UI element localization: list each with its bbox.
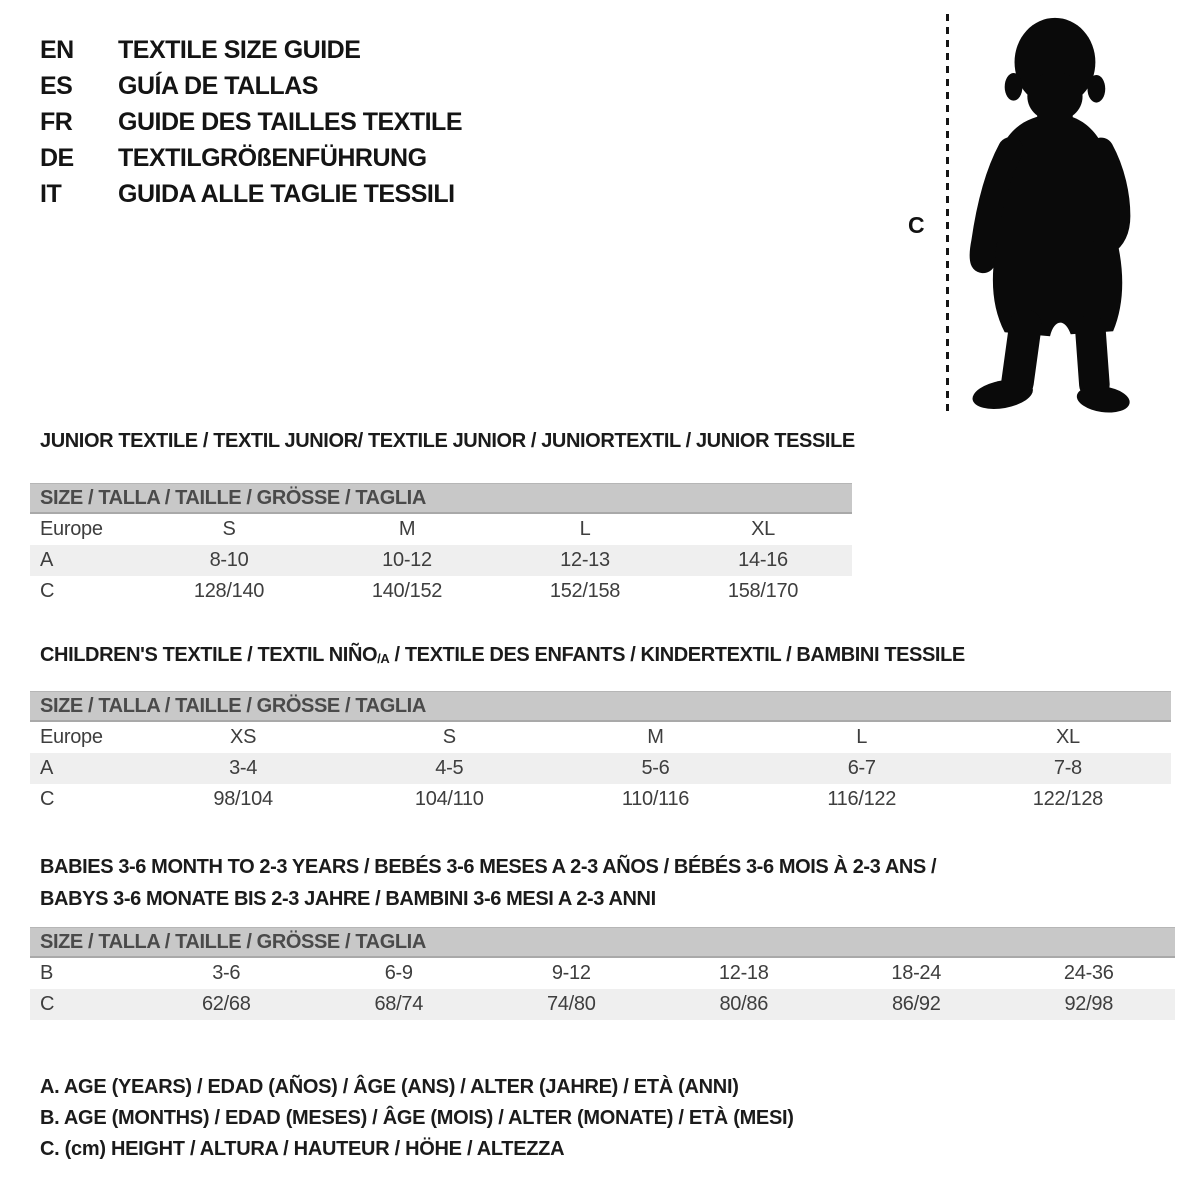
language-code: EN: [40, 36, 74, 64]
section-heading-babies: [40, 851, 936, 915]
table-row: [30, 784, 1171, 815]
size-cell: M: [398, 518, 416, 540]
language-row: [40, 68, 462, 104]
size-cell: 62/68: [201, 993, 251, 1015]
size-cell: 98/104: [213, 788, 273, 810]
size-cell: 8-10: [209, 549, 249, 571]
size-cell: XL: [1055, 726, 1080, 748]
size-cell: 3-4: [229, 757, 258, 779]
size-cell: 9-12: [551, 962, 591, 984]
junior-size-table: [30, 483, 852, 607]
table-row: [30, 989, 1175, 1020]
table-row: [30, 753, 1171, 784]
size-cell: L: [856, 726, 868, 748]
language-title: TEXTILGRÖßENFÜHRUNG: [118, 144, 427, 172]
language-title: GUIDE DES TAILLES TEXTILE: [118, 108, 463, 136]
row-label: Europe: [40, 518, 103, 540]
size-cell: 116/122: [827, 788, 897, 810]
size-cell: 12-18: [718, 962, 769, 984]
height-measure-label: C: [908, 212, 925, 238]
row-label: A: [40, 757, 54, 779]
language-code: IT: [40, 180, 62, 208]
size-cell: 6-9: [384, 962, 413, 984]
table-row: [30, 722, 1171, 753]
size-cell: 4-5: [435, 757, 464, 779]
language-title: TEXTILE SIZE GUIDE: [118, 36, 361, 64]
row-label: A: [40, 549, 54, 571]
size-cell: 14-16: [738, 549, 788, 571]
size-cell: 122/128: [1032, 788, 1103, 810]
row-label: C: [40, 580, 55, 602]
table-row: [30, 545, 852, 576]
babies-size-table: [30, 927, 1175, 1020]
size-cell: 6-7: [847, 757, 876, 779]
size-cell: 24-36: [1063, 962, 1114, 984]
size-cell: S: [442, 726, 456, 748]
legend-line-a: A. AGE (YEARS) / EDAD (AÑOS) / ÂGE (ANS) / ALTER (JAHRE) / ETÀ (ANNI): [40, 1076, 739, 1098]
legend-line-b: B. AGE (MONTHS) / EDAD (MESES) / ÂGE (MOIS) / ALTER (MONATE) / ETÀ (MESI): [40, 1107, 794, 1129]
size-cell: L: [579, 518, 591, 540]
table-row: [30, 514, 852, 545]
section-heading-children: [40, 642, 965, 672]
language-row: [40, 104, 462, 140]
language-row: [40, 32, 462, 68]
size-cell: 152/158: [549, 580, 621, 602]
size-header-bar: SIZE / TALLA / TAILLE / GRÖSSE / TAGLIA: [30, 483, 852, 514]
section-heading-junior: JUNIOR TEXTILE / TEXTIL JUNIOR/ TEXTILE JUNIOR / JUNIORTEXTIL / JUNIOR TESSILE: [40, 430, 855, 452]
size-cell: 10-12: [382, 549, 432, 571]
language-code: DE: [40, 144, 74, 172]
heading-text: CHILDREN'S TEXTILE / TEXTIL NIÑO: [40, 644, 378, 666]
size-cell: M: [647, 726, 664, 748]
table-row: [30, 958, 1175, 989]
size-cell: 3-6: [212, 962, 241, 984]
heading-text: / TEXTILE DES ENFANTS / KINDERTEXTIL / BAMBINI TESSILE: [389, 644, 965, 666]
row-label: C: [40, 788, 55, 810]
size-cell: 12-13: [560, 549, 610, 571]
size-cell: 110/116: [621, 788, 690, 810]
language-title: GUÍA DE TALLAS: [118, 72, 318, 100]
language-row: [40, 140, 462, 176]
table-row: [30, 576, 852, 607]
heading-line: BABIES 3-6 MONTH TO 2-3 YEARS / BEBÉS 3-6 MESES A 2-3 AÑOS / BÉBÉS 3-6 MOIS À 2-3 ANS /: [40, 856, 937, 878]
toddler-silhouette-icon: [952, 6, 1152, 420]
language-code: ES: [40, 72, 73, 100]
legend-line-c: C. (cm) HEIGHT / ALTURA / HAUTEUR / HÖHE / ALTEZZA: [40, 1138, 565, 1160]
language-title: GUIDA ALLE TAGLIE TESSILI: [118, 180, 455, 208]
size-cell: 5-6: [641, 757, 670, 779]
size-cell: 80/86: [719, 993, 769, 1015]
row-label: C: [40, 993, 55, 1015]
size-cell: S: [222, 518, 236, 540]
size-cell: 104/110: [414, 788, 484, 810]
row-label: Europe: [40, 726, 103, 748]
size-header-bar: SIZE / TALLA / TAILLE / GRÖSSE / TAGLIA: [30, 691, 1171, 722]
size-cell: 92/98: [1064, 993, 1114, 1015]
size-cell: XS: [230, 726, 257, 748]
heading-line: BABYS 3-6 MONATE BIS 2-3 JAHRE / BAMBINI 3-6 MESI A 2-3 ANNI: [40, 888, 656, 910]
language-title-list: [40, 32, 462, 212]
size-header-bar: SIZE / TALLA / TAILLE / GRÖSSE / TAGLIA: [30, 927, 1175, 958]
height-measure-line: [946, 14, 949, 414]
children-size-table: [30, 691, 1171, 815]
size-cell: 158/170: [727, 580, 799, 602]
size-cell: 68/74: [374, 993, 424, 1015]
language-row: [40, 176, 462, 212]
heading-subscript: /A: [377, 651, 390, 666]
size-cell: 128/140: [193, 580, 265, 602]
size-cell: 74/80: [546, 993, 596, 1015]
language-code: FR: [40, 108, 73, 136]
size-cell: 7-8: [1053, 757, 1082, 779]
size-cell: 140/152: [371, 580, 443, 602]
size-cell: 18-24: [891, 962, 942, 984]
size-cell: XL: [751, 518, 775, 540]
row-label: B: [40, 962, 54, 984]
measure-legend: [40, 1072, 794, 1165]
size-cell: 86/92: [891, 993, 941, 1015]
